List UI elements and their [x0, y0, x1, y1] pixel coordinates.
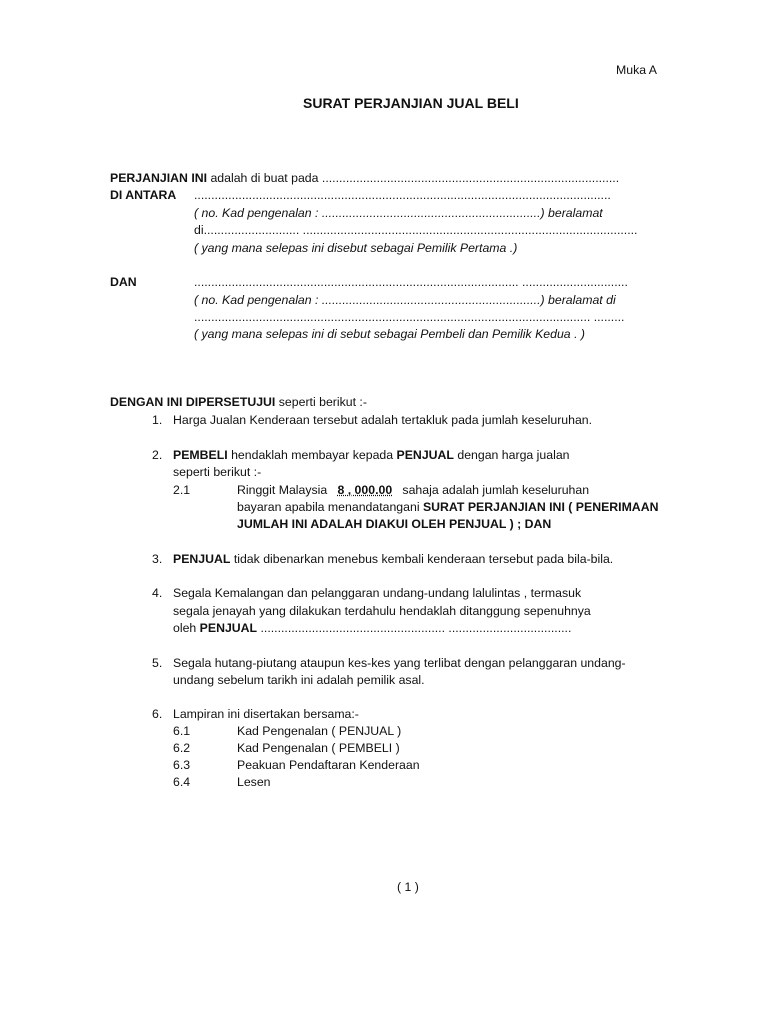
clause-6-text: Lampiran ini disertakan bersama:-: [173, 707, 359, 721]
attachment-6-4-label: Lesen: [237, 775, 271, 789]
clause-5-line-1: Segala hutang-piutang ataupun kes-kes yang terlibat dengan pelanggaran undang-: [173, 656, 626, 670]
clause-3-number: 3.: [152, 552, 163, 566]
clause-2-line-1: PEMBELI hendaklah membayar kepada PENJUAL dengan harga jualan: [173, 448, 570, 462]
first-party-name-line: ..........................................................................................................................: [194, 188, 611, 202]
attachment-6-3-number: 6.3: [173, 758, 191, 772]
clause-1-number: 1.: [152, 413, 163, 427]
page-label: Muka A: [616, 63, 658, 77]
agreement-date-line: [110, 170, 619, 187]
clause-4-line-3: oleh PENJUAL ...................................................... ....................................: [173, 621, 572, 635]
clause-2-1-line-1: Ringgit Malaysia 8 , 000.00 sahaja adalah jumlah keseluruhan: [237, 483, 590, 497]
agreement-date-text: adalah di buat pada .......................................................................................: [207, 171, 620, 185]
agreement-label: PERJANJIAN INI: [110, 171, 208, 185]
attachment-6-2-number: 6.2: [173, 741, 191, 755]
second-party-name-line: ............................................................................................... ...............................: [194, 275, 628, 289]
agreed-heading: DENGAN INI DIPERSETUJUI seperti berikut :-: [110, 395, 367, 409]
between-label: DI ANTARA: [110, 188, 177, 202]
attachment-6-1-label: Kad Pengenalan ( PENJUAL ): [237, 724, 402, 738]
clause-2-1-line-3: JUMLAH INI ADALAH DIAKUI OLEH PENJUAL ) ; DAN: [237, 517, 552, 531]
attachment-6-2-label: Kad Pengenalan ( PEMBELI ): [237, 741, 400, 755]
clause-2-line-2: seperti berikut :-: [173, 465, 262, 479]
second-party-reference: ( yang mana selepas ini di sebut sebagai Pembeli dan Pemilik Kedua . ): [194, 327, 585, 341]
clause-3-text: PENJUAL tidak dibenarkan menebus kembali kenderaan tersebut pada bila-bila.: [173, 552, 614, 566]
document-title: SURAT PERJANJIAN JUAL BELI: [303, 95, 519, 111]
clause-5-line-2: undang sebelum tarikh ini adalah pemilik asal.: [173, 673, 425, 687]
and-label: DAN: [110, 275, 137, 289]
clause-2-1-number: 2.1: [173, 483, 191, 497]
clause-4-number: 4.: [152, 586, 163, 600]
clause-4-line-1: Segala Kemalangan dan pelanggaran undang-undang lalulintas , termasuk: [173, 586, 582, 600]
clause-4-line-2: segala jenayah yang dilakukan terdahulu hendaklah ditanggung sepenuhnya: [173, 604, 591, 618]
second-party-address-line: .................................................................................................................... .........: [194, 310, 625, 324]
attachment-6-3-label: Peakuan Pendaftaran Kenderaan: [237, 758, 420, 772]
attachment-6-1-number: 6.1: [173, 724, 191, 738]
clause-1-text: Harga Jualan Kenderaan tersebut adalah tertakluk pada jumlah keseluruhan.: [173, 413, 593, 427]
clause-5-number: 5.: [152, 656, 163, 670]
clause-6-number: 6.: [152, 707, 163, 721]
second-party-ic-line: ( no. Kad pengenalan : ................................................................) beralamat di: [194, 293, 616, 307]
sale-amount: 8 , 000.00: [337, 483, 393, 497]
clause-2-number: 2.: [152, 448, 163, 462]
clause-2-1-line-2: bayaran apabila menandatangani SURAT PERJANJIAN INI ( PENERIMAAN: [237, 500, 659, 514]
attachment-6-4-number: 6.4: [173, 775, 191, 789]
first-party-reference: ( yang mana selepas ini disebut sebagai Pemilik Pertama .): [194, 241, 518, 255]
page-number: ( 1 ): [397, 880, 419, 894]
first-party-address-line: di............................ ..................................................................................................: [194, 223, 638, 237]
first-party-ic-line: ( no. Kad pengenalan : ................................................................) beralamat: [194, 206, 603, 220]
